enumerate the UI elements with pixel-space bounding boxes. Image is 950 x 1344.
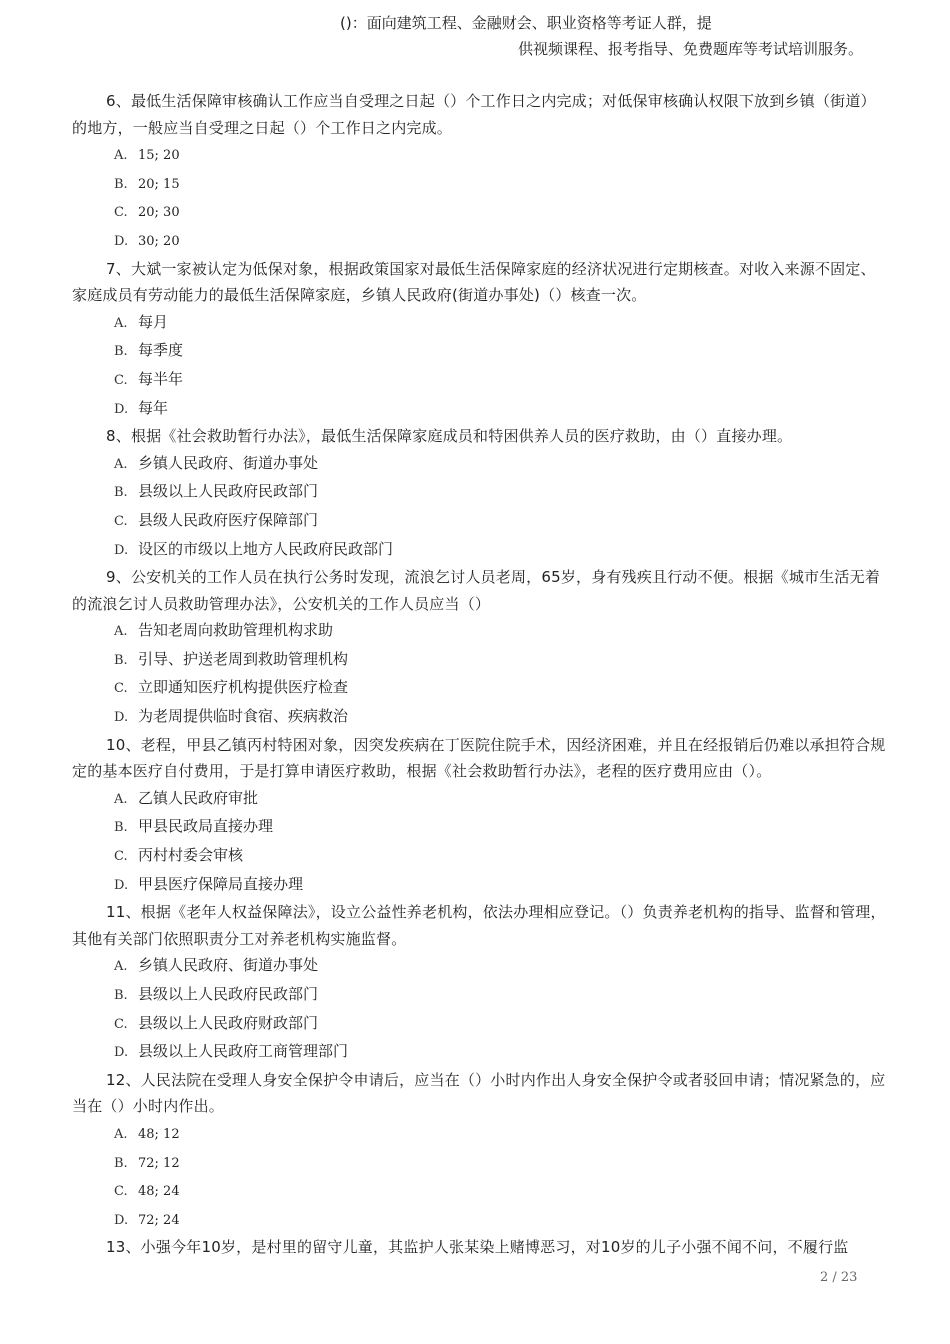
question-text: 6、最低生活保障审核确认工作应当自受理之日起（）个工作日之内完成；对低保审核确认权限下放到乡镇（街道）的地方，一般应当自受理之日起（）个工作日之内完成。 (72, 92, 876, 137)
question-text: 11、根据《老年人权益保障法》，设立公益性养老机构，依法办理相应登记。（）负责养老机构的指导、监督和管理，其他有关部门依照职责分工对养老机构实施监督。 (72, 903, 886, 948)
answer-option (72, 478, 890, 507)
answer-option (72, 842, 890, 871)
option-text: 48; 24 (138, 1184, 180, 1200)
answer-option (72, 1149, 890, 1178)
option-text: 告知老周向救助管理机构求助 (138, 621, 334, 640)
option-text: 为老周提供临时食宿、疾病救治 (138, 707, 349, 726)
answer-option (72, 309, 890, 338)
option-text: 每季度 (138, 341, 184, 360)
question-block (72, 732, 890, 900)
answer-option (72, 1177, 890, 1206)
option-letter: D. (114, 877, 129, 893)
option-text: 每月 (138, 312, 169, 331)
option-text: 引导、护送老周到救助管理机构 (138, 649, 349, 668)
option-text: 乡镇人民政府、街道办事处 (138, 956, 319, 975)
option-letter: B. (114, 1155, 128, 1171)
answer-option (72, 366, 890, 395)
question-block (72, 899, 890, 1067)
option-text: 72; 12 (138, 1155, 180, 1171)
answer-option (72, 674, 890, 703)
option-letter: A. (114, 1126, 128, 1142)
answer-option (72, 1206, 890, 1235)
option-text: 30; 20 (138, 233, 180, 249)
option-letter: B. (114, 652, 128, 668)
question-list (72, 88, 890, 1261)
question-block (72, 88, 890, 256)
option-letter: A. (114, 791, 128, 807)
option-letter: D. (114, 1045, 129, 1061)
question-text: 9、公安机关的工作人员在执行公务时发现，流浪乞讨人员老周，65岁，身有残疾且行动不便。根据《城市生活无着的流浪乞讨人员救助管理办法》，公安机关的工作人员应当（） (72, 568, 881, 613)
answer-option (72, 646, 890, 675)
answer-option (72, 507, 890, 536)
option-text: 48; 12 (138, 1126, 180, 1142)
question-block (72, 256, 890, 424)
option-letter: C. (114, 1184, 128, 1200)
answer-option (72, 227, 890, 256)
option-letter: D. (114, 1212, 129, 1228)
question-block (72, 1067, 890, 1235)
answer-option (72, 952, 890, 981)
question-text: 13、小强今年10岁，是村里的留守儿童，其监护人张某染上赌博恶习，对10岁的儿子小强不闻不问，不履行监 (106, 1238, 849, 1257)
question-text: 10、老程，甲县乙镇丙村特困对象，因突发疾病在丁医院住院手术，因经济困难，并且在经报销后仍难以承担符合规定的基本医疗自付费用，于是打算申请医疗救助，根据《社会救助暂行办法》，老程的医疗费用应由（）。 (72, 735, 886, 781)
option-letter: D. (114, 233, 129, 249)
answer-option (72, 1038, 890, 1067)
option-letter: B. (114, 176, 128, 192)
answer-option (72, 198, 890, 227)
option-text: 每半年 (138, 369, 184, 388)
option-text: 县级人民政府医疗保障部门 (138, 510, 319, 529)
option-text: 设区的市级以上地方人民政府民政部门 (138, 539, 394, 558)
answer-option (72, 337, 890, 366)
option-text: 县级以上人民政府民政部门 (138, 482, 319, 501)
answer-option (72, 141, 890, 170)
option-letter: B. (114, 344, 128, 360)
option-text: 县级以上人民政府民政部门 (138, 985, 319, 1003)
answer-option (72, 813, 890, 842)
page-number: 2 / 23 (820, 1270, 858, 1285)
answer-option (72, 170, 890, 199)
answer-option (72, 785, 890, 814)
option-text: 15; 20 (138, 148, 180, 164)
option-letter: C. (114, 681, 128, 697)
question-block (72, 423, 890, 564)
answer-option (72, 395, 890, 424)
option-text: 每年 (138, 398, 169, 417)
option-text: 72; 24 (138, 1212, 180, 1228)
option-letter: C. (114, 849, 128, 865)
option-letter: D. (114, 401, 129, 417)
option-text: 20; 15 (138, 176, 180, 192)
answer-option (72, 617, 890, 646)
question-text: 8、根据《社会救助暂行办法》，最低生活保障家庭成员和特困供养人员的医疗救助，由（）直接办理。 (106, 427, 793, 446)
question-text: 12、人民法院在受理人身安全保护令申请后，应当在（）小时内作出人身安全保护令或者驳回申请；情况紧急的，应当在（）小时内作出。 (72, 1070, 886, 1116)
option-text: 乡镇人民政府、街道办事处 (138, 453, 319, 472)
header-line-2: 供视频课程、报考指导、免费题库等考试培训服务。 (518, 40, 864, 58)
option-letter: A. (114, 148, 128, 164)
answer-option (72, 981, 890, 1010)
answer-option (72, 1010, 890, 1039)
option-letter: D. (114, 710, 129, 726)
option-letter: A. (114, 624, 128, 640)
option-letter: A. (114, 959, 128, 975)
option-text: 县级以上人民政府工商管理部门 (138, 1042, 349, 1061)
option-text: 甲县医疗保障局直接办理 (138, 874, 304, 893)
option-letter: B. (114, 485, 128, 501)
option-letter: C. (114, 513, 128, 529)
option-letter: C. (114, 1016, 128, 1032)
option-text: 丙村村委会审核 (138, 846, 244, 865)
option-letter: A. (114, 456, 128, 472)
option-text: 县级以上人民政府财政部门 (138, 1013, 319, 1032)
answer-option (72, 1120, 890, 1149)
answer-option (72, 536, 890, 565)
answer-option (72, 703, 890, 732)
header-line-1: ()：面向建筑工程、金融财会、职业资格等考证人群，提 (340, 14, 712, 32)
option-text: 20; 30 (138, 205, 180, 221)
option-text: 甲县民政局直接办理 (138, 817, 274, 836)
option-letter: B. (114, 820, 128, 836)
option-text: 乙镇人民政府审批 (138, 788, 259, 807)
option-letter: B. (114, 988, 128, 1003)
question-block (72, 564, 890, 732)
answer-option (72, 871, 890, 900)
question-block (72, 1234, 890, 1261)
answer-option (72, 450, 890, 479)
question-text: 7、大斌一家被认定为低保对象，根据政策国家对最低生活保障家庭的经济状况进行定期核查。对收入来源不固定、家庭成员有劳动能力的最低生活保障家庭，乡镇人民政府(街道办事处)（）核查一次。 (72, 259, 876, 305)
option-letter: A. (114, 315, 128, 331)
option-letter: C. (114, 205, 128, 221)
option-letter: D. (114, 542, 129, 558)
option-text: 立即通知医疗机构提供医疗检查 (138, 678, 349, 697)
option-letter: C. (114, 372, 128, 388)
